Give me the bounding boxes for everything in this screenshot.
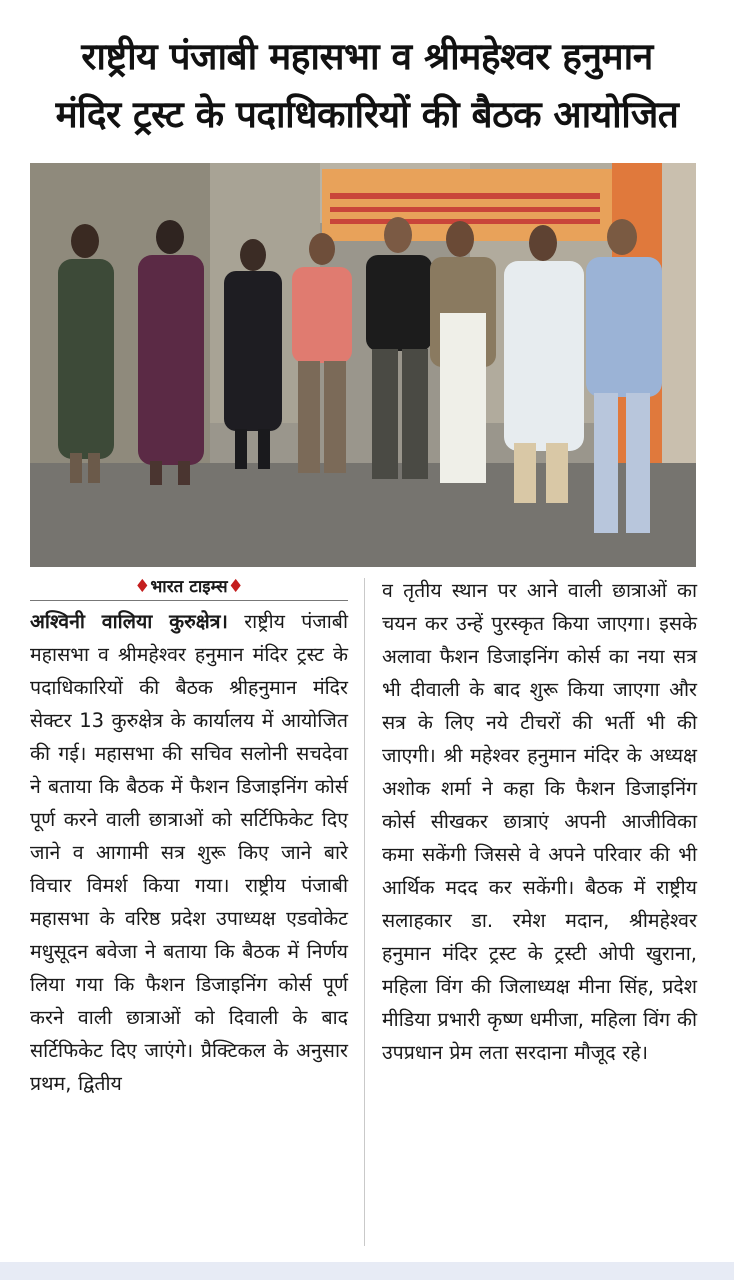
column-divider bbox=[364, 578, 365, 1246]
left-body: राष्ट्रीय पंजाबी महासभा व श्रीमहेश्वर हनुमान मंदिर ट्रस्ट के पदाधिकारियों की बैठक श्रीहनुमान मंदिर सेक्टर 13 कुरुक्षेत्र के कार्यालय में आयोजित की गई। महासभा की सचिव सलोनी सचदेवा ने बताया कि बैठक में फैशन डिजाइनिंग कोर्स पूर्ण करने वाली छात्राओं को सर्टिफिकेट दिए जाने व आगामी सत्र शुरू किए जाने बारे विचार विमर्श किया गया। राष्ट्रीय पंजाबी महासभा के वरिष्ठ प्रदेश उपाध्यक्ष एडवोकेट मधुसूदन बवेजा ने बताया कि बैठक में निर्णय लिया गया कि फैशन डिजाइनिंग कोर्स पूर्ण करने वाली छात्राओं को दिवाली के बाद सर्टिफिकेट दिए जाएंगे। प्रैक्टिकल के अनुसार प्रथम, द्वितीय bbox=[30, 610, 348, 1095]
source-name: भारत टाइम्स bbox=[150, 577, 228, 597]
left-column-text bbox=[30, 605, 348, 1100]
left-column bbox=[30, 574, 348, 1100]
right-column bbox=[382, 574, 697, 1069]
group-photo bbox=[30, 163, 696, 567]
headline-line-1: राष्ट्रीय पंजाबी महासभा व श्रीमहेश्वर हनुमान bbox=[81, 35, 653, 78]
byline: अश्विनी वालिया कुरुक्षेत्र। bbox=[30, 610, 228, 633]
headline-line-2: मंदिर ट्रस्ट के पदाधिकारियों की बैठक आयोजित bbox=[55, 93, 679, 136]
source-label bbox=[30, 574, 348, 601]
diamond-icon: ♦ bbox=[134, 576, 151, 597]
right-body: व तृतीय स्थान पर आने वाली छात्राओं का चयन कर उन्हें पुरस्कृत किया जाएगा। इसके अलावा फैशन डिजाइनिंग कोर्स का नया सत्र भी दीवाली के बाद शुरू किया जाएगा और सत्र के लिए नये टीचरों की भर्ती भी की जाएगी। श्री महेश्वर हनुमान मंदिर के अध्यक्ष अशोक शर्मा ने कहा कि फैशन डिजाइनिंग कोर्स सीखकर छात्राएं अपनी आजीविका कमा सकेंगी जिससे वे अपने परिवार की भी आर्थिक मदद कर सकेंगी। बैठक में राष्ट्रीय सलाहकार डा. रमेश मदान, श्रीमहेश्वर हनुमान मंदिर ट्रस्ट के ट्रस्टी ओपी खुराना, महिला विंग की जिलाध्यक्ष मीना सिंह, प्रदेश मीडिया प्रभारी कृष्ण धमीजा, महिला विंग की उपप्रधान प्रेम लता सरदाना मौजूद रहे। bbox=[382, 579, 697, 1064]
headline bbox=[0, 28, 734, 144]
bottom-band bbox=[0, 1262, 734, 1280]
diamond-icon: ♦ bbox=[227, 576, 244, 597]
